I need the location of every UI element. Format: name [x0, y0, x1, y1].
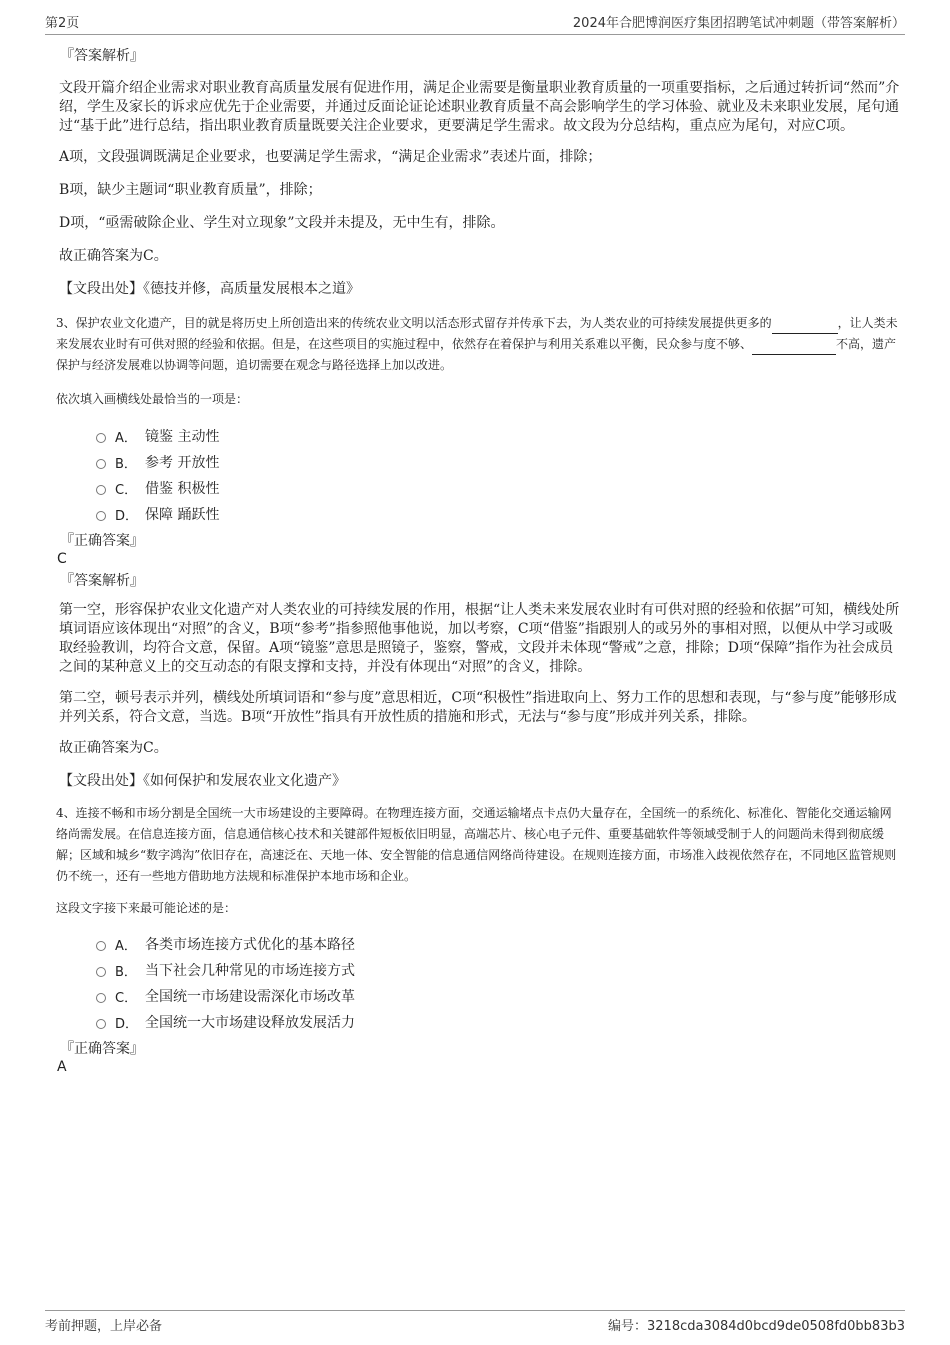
q4-options — [56, 931, 900, 1035]
radio-icon[interactable] — [96, 967, 106, 977]
q4-prompt: 这段文字接下来最可能论述的是： — [56, 901, 237, 915]
q2-conclusion: 故正确答案为C。 — [59, 248, 168, 264]
page-header — [45, 12, 905, 35]
option-letter: C． — [115, 990, 138, 1006]
option-letter: A． — [115, 430, 137, 446]
option-text: 全国统一大市场建设释放发展活力 — [145, 1015, 355, 1031]
q3-conclusion: 故正确答案为C。 — [59, 740, 168, 756]
q3-analysis-paragraph-2: 第二空，顿号表示并列，横线处所填词语和“参与度”意思相近，C项“积极性”指进取向上、努力工作的思想和表现，与“参与度”能够形成并列关系，符合文意，当选。B项“开放性”指具有开放性质的措施和形式，无法与“参与度”形成并列关系，排除。 — [59, 690, 897, 725]
document-title: 2024年合肥博润医疗集团招聘笔试冲刺题（带答案解析） — [572, 16, 905, 31]
radio-icon[interactable] — [96, 941, 106, 951]
option-text: 全国统一市场建设需深化市场改革 — [145, 989, 355, 1005]
radio-icon[interactable] — [96, 511, 106, 521]
q4-option-c[interactable] — [96, 983, 900, 1009]
q3-stem-part3: 不高，遗产保护与经济发展难以协调等问题，追切需要在观念与路径选择上加以改进。 — [56, 337, 897, 372]
q2-source: 【文段出处】《德技并修，高质量发展根本之道》 — [59, 281, 360, 297]
option-text: 参考 开放性 — [145, 455, 220, 471]
option-text: 保障 踊跃性 — [145, 507, 220, 523]
q4-option-a[interactable] — [96, 931, 900, 957]
q3-stem-part2: ，让人类未来发展农业时有可供对照的经验和依据。但是，在这些项目的实施过程中，依然存在着保护与利用关系难以平衡，民众参与度不够、 — [56, 316, 898, 351]
q3-answer-label: 『正确答案』 — [60, 533, 144, 549]
footer-code-label: 编号： — [608, 1319, 648, 1334]
q2-analysis-option-a: A项，文段强调既满足企业要求，也要满足学生需求，“满足企业需求”表述片面，排除； — [59, 149, 602, 165]
q3-analysis-label: 『答案解析』 — [60, 573, 144, 589]
footer-code: 3218cda3084d0bcd9de0508fd0bb83b3 — [647, 1319, 905, 1334]
radio-icon[interactable] — [96, 485, 106, 495]
q3-analysis-paragraph-1: 第一空，形容保护农业文化遗产对人类农业的可持续发展的作用，根据“让人类未来发展农业时有可供对照的经验和依据”可知，横线处所填词语应该体现出“对照”的含义，B项“参考”指参照他事他说，加以考察，C项“借鉴”指跟别人的或另外的事相对照，以便从中学习或吸取经验教训，均符合文意，保留。A项“镜鉴”意思是照镜子，鉴察，警戒，文段并未体现“警戒”之意，排除；D项“保障”指作为社会成员之间的某种意义上的交互动态的有限支撑和支持，并没有体现出“对照”的含义，排除。 — [59, 602, 900, 675]
radio-icon[interactable] — [96, 433, 106, 443]
option-text: 当下社会几种常见的市场连接方式 — [145, 963, 355, 979]
page-footer — [45, 1310, 905, 1334]
option-letter: A． — [115, 938, 137, 954]
radio-icon[interactable] — [96, 1019, 106, 1029]
q3-source: 【文段出处】《如何保护和发展农业文化遗产》 — [59, 773, 346, 789]
q3-prompt: 依次填入画横线处最恰当的一项是： — [56, 392, 249, 406]
q2-analysis-label: 『答案解析』 — [60, 48, 144, 64]
q2-analysis-option-b: B项，缺少主题词“职业教育质量”，排除； — [59, 182, 322, 198]
q3-blank-2 — [752, 340, 836, 355]
q3-stem — [56, 313, 900, 376]
option-text: 借鉴 积极性 — [145, 481, 220, 497]
q3-answer: C — [57, 551, 67, 567]
option-text: 各类市场连接方式优化的基本路径 — [145, 937, 355, 953]
page-number: 第2页 — [45, 16, 80, 31]
page-content — [56, 46, 900, 1075]
q3-options — [56, 423, 900, 527]
q2-analysis-option-d: D项，“亟需破除企业、学生对立现象”文段并未提及，无中生有，排除。 — [59, 215, 505, 231]
footer-code-block — [608, 1315, 905, 1334]
q3-option-a[interactable] — [96, 423, 900, 449]
q4-option-b[interactable] — [96, 957, 900, 983]
q4-answer: A — [57, 1059, 67, 1075]
q3-stem-part1: 3、保护农业文化遗产，目的就是将历史上所创造出来的传统农业文明以活态形式留存并传承下去，为人类农业的可持续发展提供更多的 — [56, 316, 772, 330]
option-text: 镜鉴 主动性 — [145, 429, 220, 445]
option-letter: B． — [115, 456, 137, 472]
q3-option-c[interactable] — [96, 475, 900, 501]
radio-icon[interactable] — [96, 993, 106, 1003]
q4-stem: 4、连接不畅和市场分割是全国统一大市场建设的主要障碍。在物理连接方面，交通运输堵点卡点仍大量存在，全国统一的系统化、标准化、智能化交通运输网络尚需发展。在信息连接方面，信息通信核心技术和关键部件短板依旧明显，高端芯片、核心电子元件、重要基础软件等领域受制于人的问题尚未得到彻底缓解；区域和城乡“数字鸿沟”依旧存在，高速泛在、天地一体、安全智能的信息通信网络尚待建设。在规则连接方面，市场准入歧视依然存在，不同地区监管规则仍不统一，还有一些地方借助地方法规和标准保护本地市场和企业。 — [56, 806, 897, 883]
option-letter: D． — [115, 508, 139, 524]
q4-option-d[interactable] — [96, 1009, 900, 1035]
footer-slogan: 考前押题，上岸必备 — [45, 1319, 163, 1334]
q3-blank-1 — [772, 319, 838, 334]
option-letter: D． — [115, 1016, 139, 1032]
radio-icon[interactable] — [96, 459, 106, 469]
option-letter: C． — [115, 482, 138, 498]
q3-option-b[interactable] — [96, 449, 900, 475]
q2-analysis-paragraph: 文段开篇介绍企业需求对职业教育高质量发展有促进作用，满足企业需要是衡量职业教育质量的一项重要指标，之后通过转折词“然而”介绍，学生及家长的诉求应优先于企业需要，并通过反面论证论述职业教育质量不高会影响学生的学习体验、就业及未来职业发展，尾句通过“基于此”进行总结，指出职业教育质量既要关注企业要求，更要满足学生需求。故文段为分总结构，重点应为尾句，对应C项。 — [59, 80, 900, 134]
q3-option-d[interactable] — [96, 501, 900, 527]
option-letter: B． — [115, 964, 137, 980]
q4-answer-label: 『正确答案』 — [60, 1041, 144, 1057]
